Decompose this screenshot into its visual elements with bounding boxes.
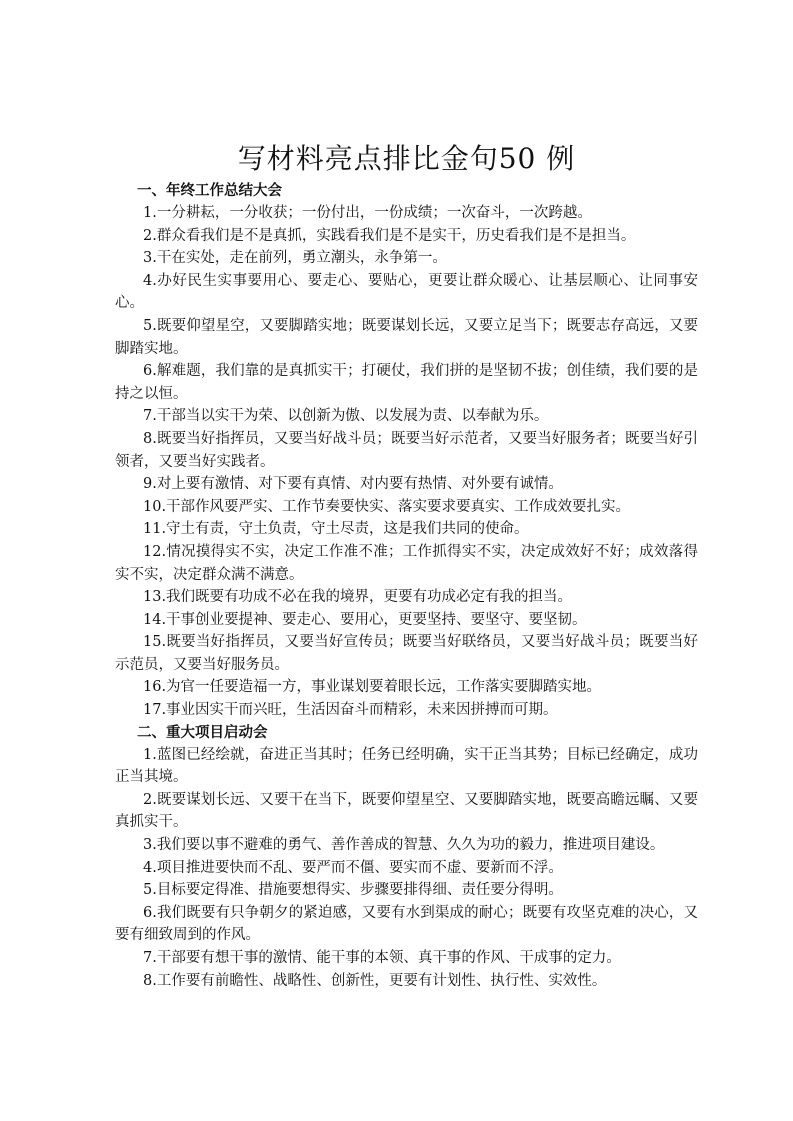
section-heading: 一、年终工作总结大会 <box>137 183 282 199</box>
list-item: 9.对上要有激情、对下要有真情、对内要有热情、对外要有诚情。 <box>143 476 563 493</box>
list-item: 15.既要当好指挥员，又要当好宣传员；既要当好联络员，又要当好战斗员；既要当好示范员，又要当好服务员。 <box>115 634 698 673</box>
list-item: 8.工作要有前瞻性、战略性、创新性，更要有计划性、执行性、实效性。 <box>143 972 607 989</box>
list-item: 17.事业因实干而兴旺，生活因奋斗而精彩，未来因拼搏而可期。 <box>143 702 558 719</box>
list-item: 11.守土有责，守土负责，守土尽责，这是我们共同的使命。 <box>143 521 529 538</box>
list-item: 3.干在实处，走在前列，勇立潮头，永争第一。 <box>143 250 447 267</box>
list-item: 1.一分耕耘，一分收获；一份付出，一份成绩；一次奋斗，一次跨越。 <box>143 205 592 221</box>
list-item: 7.干部当以实干为荣、以创新为傲、以发展为责、以奉献为乐。 <box>143 408 549 425</box>
list-item: 10.干部作风要严实、工作节奏要快实、落实要求要真实、工作成效要扎实。 <box>143 498 631 515</box>
list-item: 14.干事创业要提神、要走心、要用心，更要坚持、要坚守、要坚韧。 <box>143 611 587 628</box>
list-item: 2.既要谋划长远、又要干在当下，既要仰望星空、又要脚踏实地，既要高瞻远瞩、又要真抓实干。 <box>115 791 698 831</box>
list-item: 6.我们既要有只争朝夕的紧迫感，又要有水到渠成的耐心；既要有攻坚克难的决心，又要有细致周到的作风。 <box>115 904 698 944</box>
section-year-end-summary <box>115 180 698 722</box>
list-item: 13.我们既要有功成不必在我的境界，更要有功成必定有我的担当。 <box>143 589 573 606</box>
list-item: 3.我们要以事不避难的勇气、善作善成的智慧、久久为功的毅力，推进项目建设。 <box>143 837 665 854</box>
list-item: 16.为官一任要造福一方，事业谋划要着眼长远，工作落实要脚踏实地。 <box>143 679 602 696</box>
list-item: 1.蓝图已经绘就，奋进正当其时；任务已经明确，实干正当其势；目标已经确定，成功正当其境。 <box>115 746 698 786</box>
list-item: 6.解难题，我们靠的是真抓实干；打硬仗，我们拼的是坚韧不拔；创佳绩，我们要的是持之以恒。 <box>115 363 698 402</box>
list-item: 4.项目推进要快而不乱、要严而不僵、要实而不虚、要新而不浮。 <box>143 859 563 876</box>
list-item: 5.既要仰望星空，又要脚踏实地；既要谋划长远，又要立足当下；既要志存高远，又要脚踏实地。 <box>115 317 698 357</box>
section-project-launch <box>115 722 698 993</box>
list-item: 5.目标要定得准、措施要想得实、步骤要排得细、责任要分得明。 <box>143 882 563 899</box>
document-page <box>115 140 698 992</box>
list-item: 8.既要当好指挥员，又要当好战斗员；既要当好示范者，又要当好服务者；既要当好引领者，又要当好实践者。 <box>115 430 698 470</box>
list-item: 7.干部要有想干事的激情、能干事的本领、真干事的作风、干成事的定力。 <box>143 950 621 966</box>
list-item: 12.情况摸得实不实，决定工作准不准；工作抓得实不实，决定成效好不好；成效落得实不实，决定群众满不满意。 <box>115 543 698 583</box>
list-item: 4.办好民生实事要用心、要走心、要贴心，更要让群众暖心、让基层顺心、让同事安心。 <box>115 272 698 312</box>
section-heading: 二、重大项目启动会 <box>137 724 268 741</box>
list-item: 2.群众看我们是不是真抓，实践看我们是不是实干，历史看我们是不是担当。 <box>143 227 636 244</box>
document-title: 写材料亮点排比金句50 例 <box>237 142 576 175</box>
